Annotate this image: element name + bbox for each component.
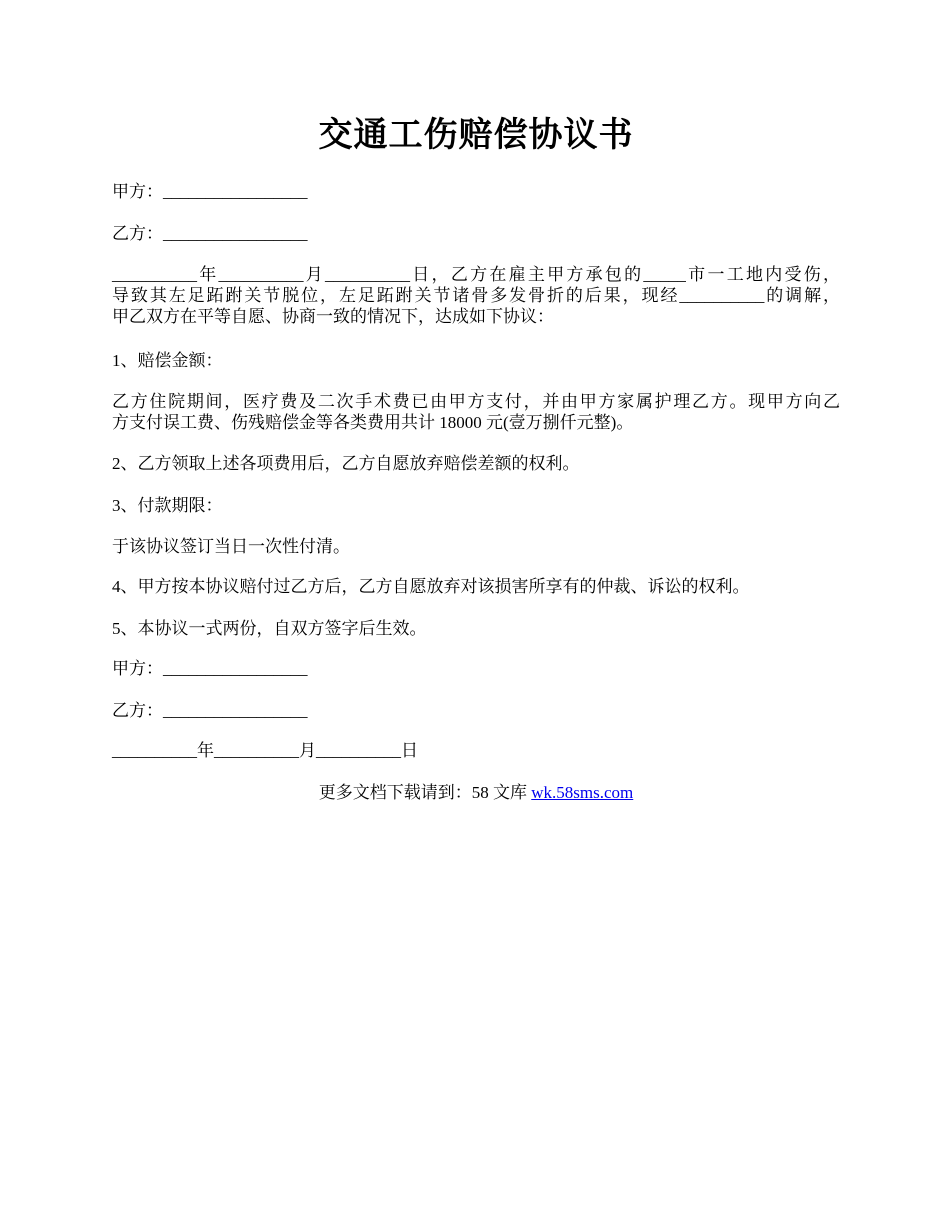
intro-line-2: 导致其左足跖跗关节脱位，左足跖跗关节诸骨多发骨折的后果，现经__________的调解， bbox=[112, 286, 840, 305]
party-a-field-top: 甲方：_________________ bbox=[112, 182, 308, 201]
item-4: 4、甲方按本协议赔付过乙方后，乙方自愿放弃对该损害所享有的仲裁、诉讼的权利。 bbox=[112, 577, 750, 596]
item-3-heading: 3、付款期限： bbox=[112, 496, 223, 515]
document-title: 交通工伤赔偿协议书 bbox=[318, 117, 634, 154]
item-3-body: 于该协议签订当日一次性付清。 bbox=[112, 537, 350, 556]
footer-prefix: 更多文档下载请到：58 文库 bbox=[318, 783, 532, 802]
item-1-heading: 1、赔偿金额： bbox=[112, 351, 223, 370]
item-1-body bbox=[112, 391, 840, 433]
intro-paragraph bbox=[112, 264, 840, 327]
party-a-field-bottom: 甲方：_________________ bbox=[112, 659, 308, 678]
party-b-field-bottom: 乙方：_________________ bbox=[112, 701, 308, 720]
item-2: 2、乙方领取上述各项费用后，乙方自愿放弃赔偿差额的权利。 bbox=[112, 454, 580, 473]
footer bbox=[112, 782, 840, 803]
intro-line-3: 甲乙双方在平等自愿、协商一致的情况下，达成如下协议： bbox=[112, 307, 554, 326]
item-1-body-line-1: 乙方住院期间，医疗费及二次手术费已由甲方支付，并由甲方家属护理乙方。现甲方向乙 bbox=[112, 392, 840, 411]
footer-link[interactable]: wk.58sms.com bbox=[531, 783, 634, 802]
party-b-field-top: 乙方：_________________ bbox=[112, 224, 308, 243]
date-line: __________年__________月__________日 bbox=[112, 741, 418, 760]
intro-line-1: __________年__________月__________日，乙方在雇主甲方承包的_____市一工地内受伤， bbox=[112, 265, 840, 284]
item-5: 5、本协议一式两份，自双方签字后生效。 bbox=[112, 619, 427, 638]
item-1-body-line-2: 方支付误工费、伤残赔偿金等各类费用共计 18000 元(壹万捌仟元整)。 bbox=[112, 413, 634, 432]
